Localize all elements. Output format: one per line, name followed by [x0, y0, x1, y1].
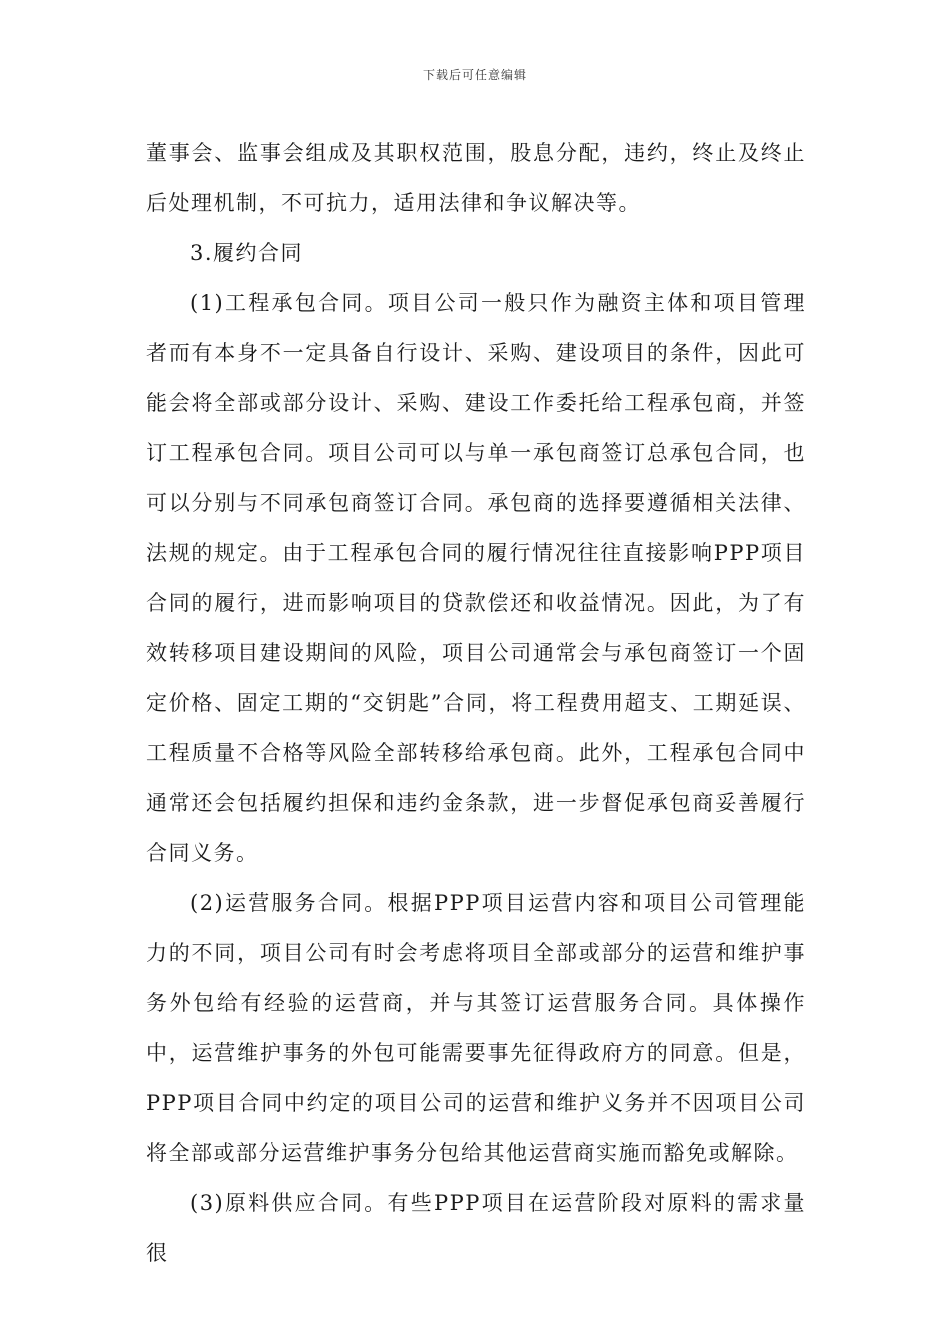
- paragraph-governance: 董事会、监事会组成及其职权范围，股息分配，违约，终止及终止后处理机制，不可抗力，适用法律和争议解决等。: [146, 141, 806, 215]
- page-header: 下载后可任意编辑: [422, 68, 527, 82]
- document-body: [146, 128, 806, 1278]
- paragraph-engineering-contract: (1)工程承包合同。项目公司一般只作为融资主体和项目管理者而有本身不一定具备自行设计、采购、建设项目的条件，因此可能会将全部或部分设计、采购、建设工作委托给工程承包商，并签订工程承包合同。项目公司可以与单一承包商签订总承包合同，也可以分别与不同承包商签订合同。承包商的选择要遵循相关法律、法规的规定。由于工程承包合同的履行情况往往直接影响PPP项目合同的履行，进而影响项目的贷款偿还和收益情况。因此，为了有效转移项目建设期间的风险，项目公司通常会与承包商签订一个固定价格、固定工期的“交钥匙”合同，将工程费用超支、工期延误、工程质量不合格等风险全部转移给承包商。此外，工程承包合同中通常还会包括履约担保和违约金条款，进一步督促承包商妥善履行合同义务。: [146, 291, 806, 865]
- section-heading-performance-contracts: 3.履约合同: [190, 241, 304, 265]
- paragraph-raw-material-supply-contract: (3)原料供应合同。有些PPP项目在运营阶段对原料的需求量很: [146, 1191, 806, 1265]
- paragraph-operation-service-contract: (2)运营服务合同。根据PPP项目运营内容和项目公司管理能力的不同，项目公司有时会考虑将项目全部或部分的运营和维护事务外包给有经验的运营商，并与其签订运营服务合同。具体操作中，运营维护事务的外包可能需要事先征得政府方的同意。但是，PPP项目合同中约定的项目公司的运营和维护义务并不因项目公司将全部或部分运营维护事务分包给其他运营商实施而豁免或解除。: [146, 891, 806, 1165]
